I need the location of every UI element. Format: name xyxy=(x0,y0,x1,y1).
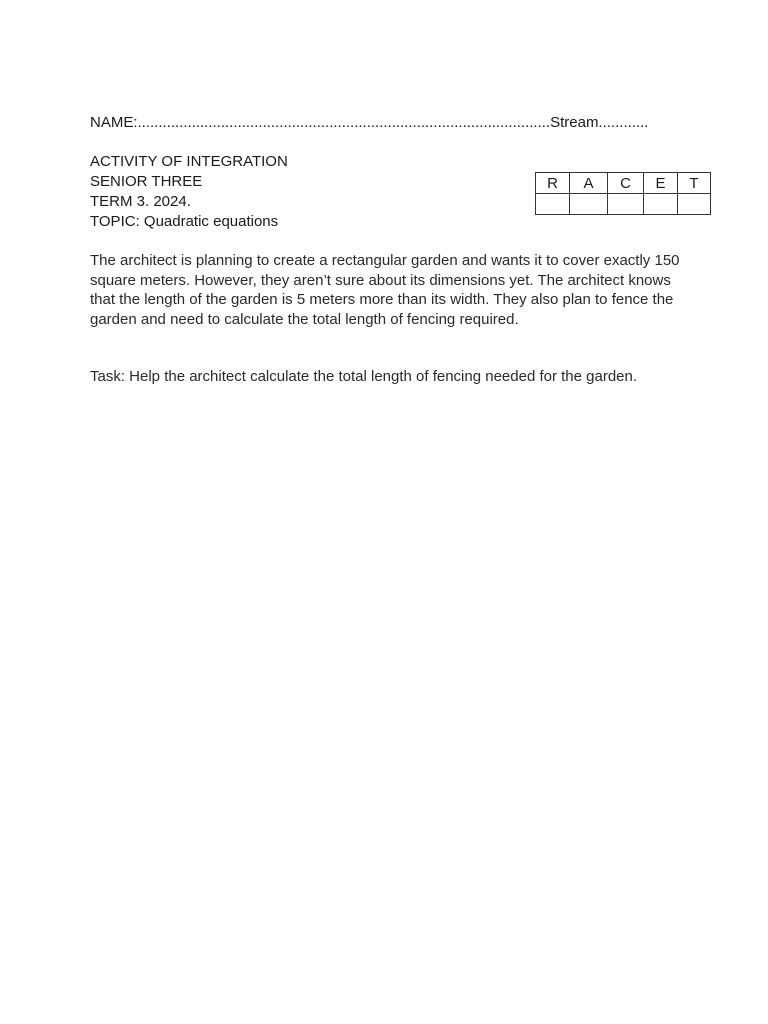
topic-label: TOPIC: Quadratic equations xyxy=(90,213,279,230)
problem-paragraph: The architect is planning to create a rectangular garden and wants it to cover exactly 150 square meters. However, they aren’t sure about its dimensions yet. The architect knows that the length of the garden is 5 meters more than its width. They also plan to fence the garden and need to calculate the total length of fencing required. xyxy=(90,252,680,328)
name-stream-line: NAME:...................................................................................................Stream............ xyxy=(90,114,649,131)
task-text: : Help the architect calculate the total length of fencing needed for the garden. xyxy=(120,368,638,385)
racet-letter-c: C xyxy=(608,173,644,194)
racet-score-cell-t xyxy=(678,194,711,215)
class-label: SENIOR THREE xyxy=(90,173,203,190)
racet-letter-a: A xyxy=(570,173,608,194)
racet-letter-e: E xyxy=(644,173,678,194)
task-paragraph xyxy=(90,367,690,387)
racet-letter-r: R xyxy=(536,173,570,194)
racet-letter-t: T xyxy=(678,173,711,194)
racet-score-table xyxy=(535,172,711,215)
term-label: TERM 3. 2024. xyxy=(90,193,191,210)
racet-score-cell-a xyxy=(570,194,608,215)
racet-letter-row xyxy=(536,173,711,194)
racet-score-cell-c xyxy=(608,194,644,215)
racet-score-cell-e xyxy=(644,194,678,215)
header-block xyxy=(90,152,288,232)
racet-score-cell-r xyxy=(536,194,570,215)
racet-score-row xyxy=(536,194,711,215)
task-label: Task xyxy=(90,368,121,385)
activity-title: ACTIVITY OF INTEGRATION xyxy=(90,153,288,170)
